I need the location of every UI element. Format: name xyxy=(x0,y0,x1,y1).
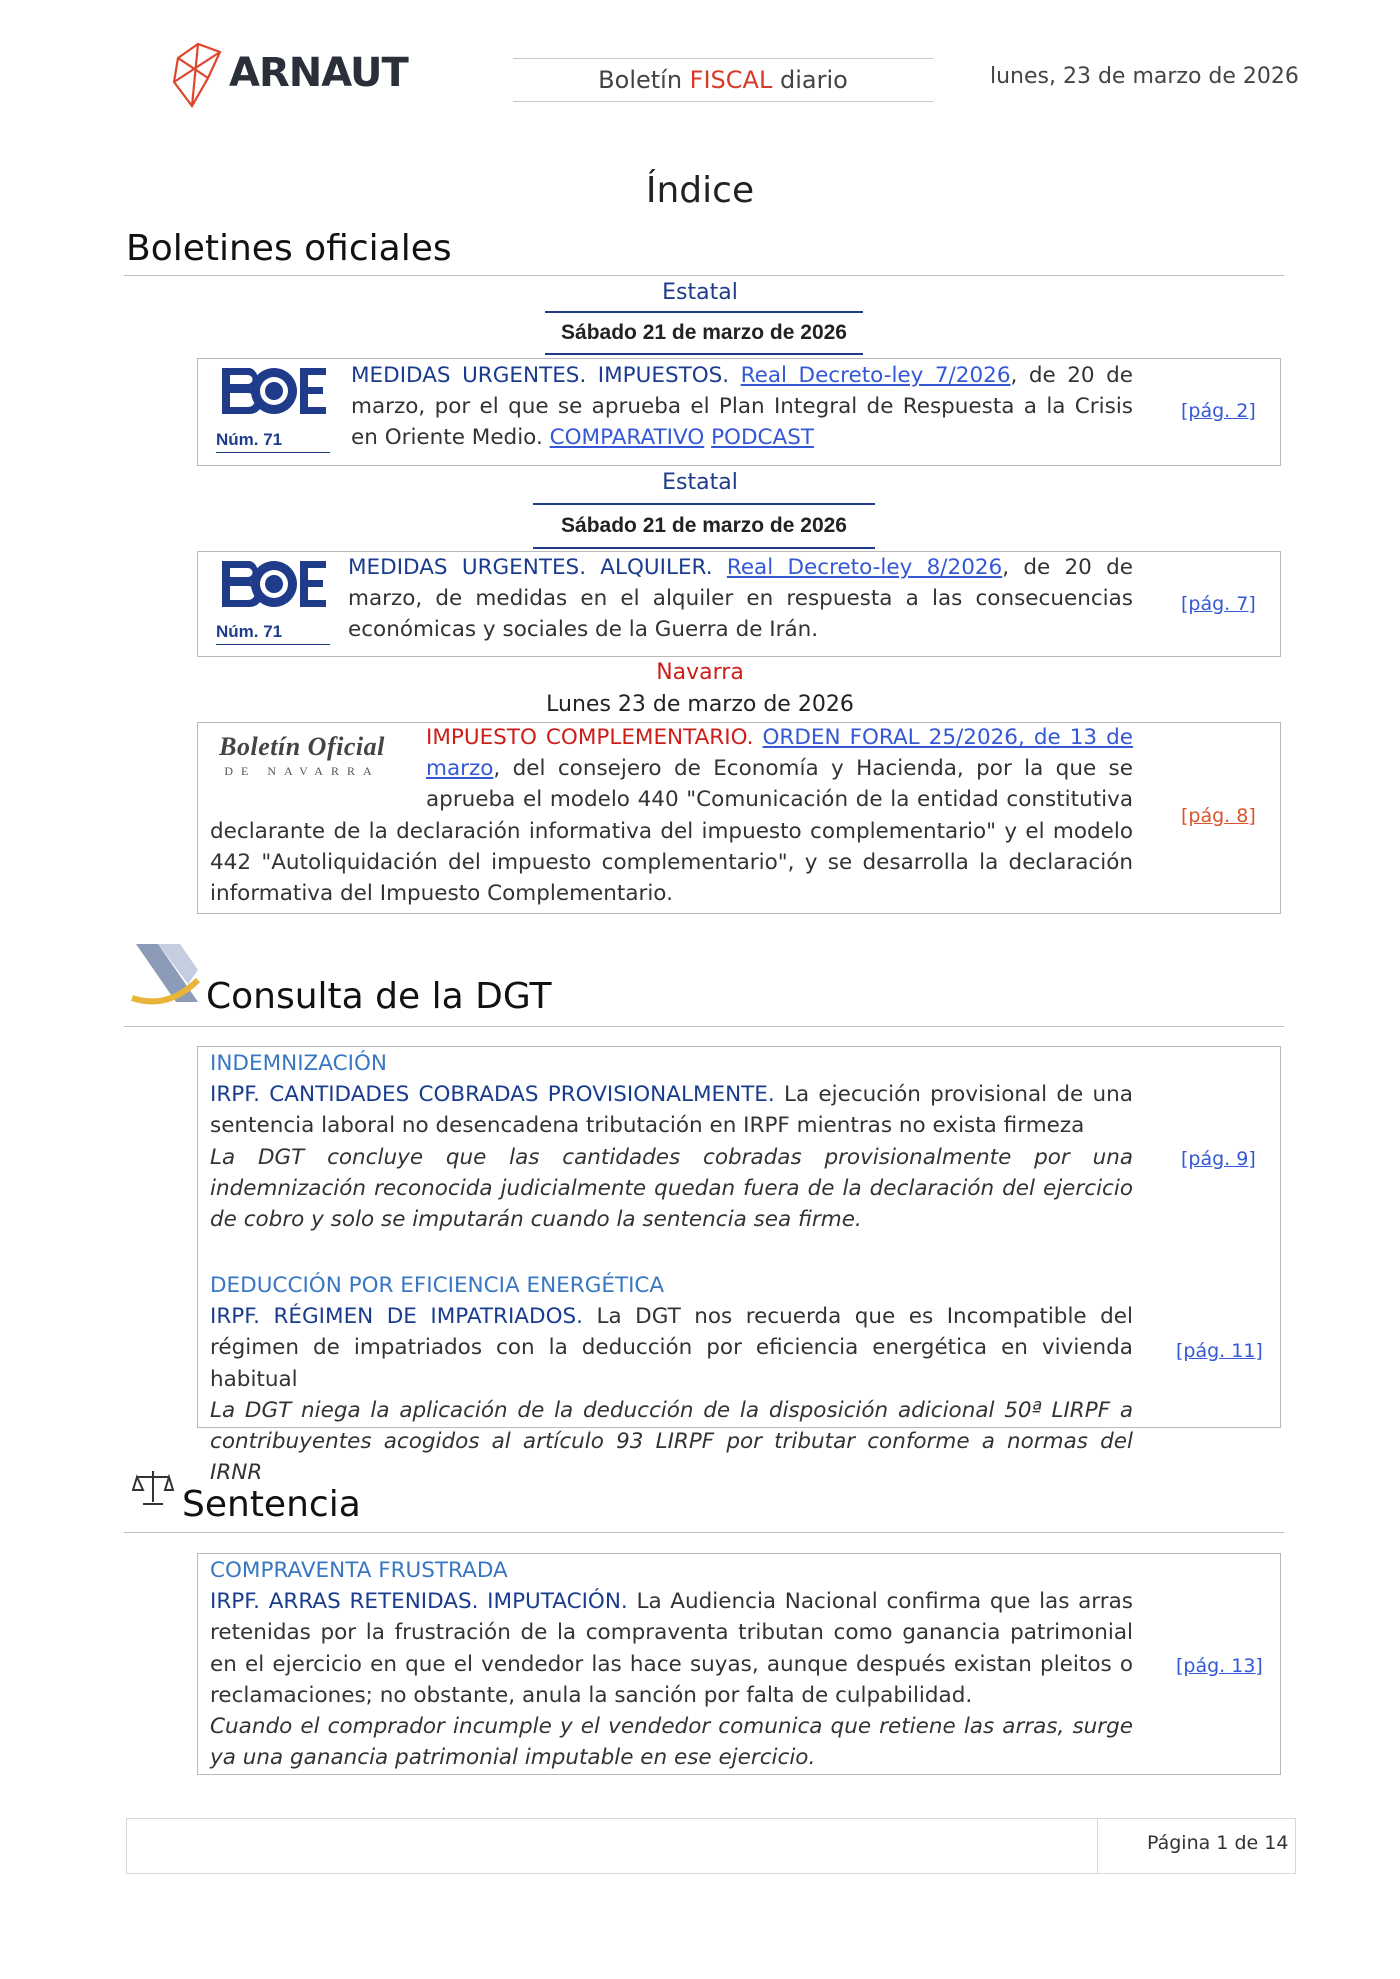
boe-issue-number: Núm. 71 xyxy=(216,622,330,645)
footer xyxy=(126,1818,1296,1874)
index-title: Índice xyxy=(645,170,755,211)
header-date: lunes, 23 de marzo de 2026 xyxy=(990,64,1299,89)
bulletin-title: Boletín FISCAL diario xyxy=(513,58,933,102)
bulletin-entry-text: IMPUESTO COMPLEMENTARIO. ORDEN FORAL 25/2026, de 13 de marzo, del consejero de Economía y Hacienda, por la que se aprueba el modelo 440 "Comunicación de la entidad constitutiva declarante de la declaración informativa del impuesto complementario" y el modelo 442 "Autoliquidación del impuesto complementario", y se desarrolla la declaración informativa del Impuesto Complementario. xyxy=(210,725,1133,906)
publication-date: Sábado 21 de marzo de 2026 xyxy=(545,311,863,355)
page-ref-link[interactable]: [pág. 9] xyxy=(1181,1148,1256,1170)
page-ref-link[interactable]: [pág. 13] xyxy=(1176,1655,1263,1677)
entry-title: IMPUESTO COMPLEMENTARIO. xyxy=(426,725,754,750)
page-number: Página 1 de 14 xyxy=(1147,1832,1289,1854)
publication-date: Lunes 23 de marzo de 2026 xyxy=(546,692,854,717)
agencia-tributaria-icon xyxy=(128,940,206,1012)
section-divider xyxy=(124,1026,1284,1027)
page-ref-link[interactable]: [pág. 2] xyxy=(1181,400,1256,422)
logo-text: ARNAUT xyxy=(229,50,408,96)
section-heading-boletines: Boletines oficiales xyxy=(126,228,452,269)
page-ref-link[interactable]: [pág. 7] xyxy=(1181,593,1256,615)
boe-logo xyxy=(216,555,330,613)
item-summary: Cuando el comprador incumple y el vendedor comunica que retiene las arras, surge ya una ganancia patrimonial imputable en ese ejercicio. xyxy=(210,1713,1133,1771)
item-category: DEDUCCIÓN POR EFICIENCIA ENERGÉTICA xyxy=(210,1273,665,1298)
item-summary: La DGT concluye que las cantidades cobradas provisionalmente por una indemnización reconocida judicialmente quedan fuera de la declaración del ejercicio de cobro y solo se imputarán cuando la sentencia sea firme. xyxy=(210,1144,1133,1232)
footer-divider xyxy=(1097,1818,1098,1874)
boe-issue-number: Núm. 71 xyxy=(216,430,330,453)
comparativo-link[interactable]: COMPARATIVO xyxy=(549,425,705,451)
item-category: INDEMNIZACIÓN xyxy=(210,1051,387,1076)
podcast-link[interactable]: PODCAST xyxy=(711,425,815,451)
entry-title: MEDIDAS URGENTES. IMPUESTOS. xyxy=(351,363,730,388)
decree-link[interactable]: Real Decreto-ley 7/2026 xyxy=(740,363,1011,388)
item-category: COMPRAVENTA FRUSTRADA xyxy=(210,1558,508,1583)
sentencia-item: COMPRAVENTA FRUSTRADA IRPF. ARRAS RETENIDAS. IMPUTACIÓN. La Audiencia Nacional confirma que las arras retenidas por la frustración de la compraventa tributan como ganancia patrimonial en el ejercicio en que el vendedor las hace suyas, aunque después existan pleitos o reclamaciones; no obstante, anula la sanción por falta de culpabilidad. Cuando el comprador incumple y el vendedor comunica que retiene las arras, surge ya una ganancia patrimonial imputable en ese ejercicio. xyxy=(210,1555,1133,1773)
orden-foral-link[interactable]: ORDEN FORAL 25/2026, de 13 de marzo xyxy=(426,725,1133,782)
consulta-item: DEDUCCIÓN POR EFICIENCIA ENERGÉTICA IRPF. RÉGIMEN DE IMPATRIADOS. La DGT nos recuerda que es Incompatible del régimen de impatriados con la deducción por eficiencia energética en vivienda habitual La DGT niega la aplicación de la deducción de la disposición adicional 50ª LIRPF a contribuyentes acogidos al artículo 93 LIRPF por tributar conforme a normas del IRNR xyxy=(210,1270,1133,1488)
publication-date: Sábado 21 de marzo de 2026 xyxy=(533,503,875,549)
boe-logo xyxy=(216,362,330,420)
item-summary: La DGT niega la aplicación de la deducción de la disposición adicional 50ª LIRPF a contribuyentes acogidos al artículo 93 LIRPF por tributar conforme a normas del IRNR xyxy=(210,1397,1133,1486)
bulletin-entry-text: MEDIDAS URGENTES. IMPUESTOS. Real Decreto-ley 7/2026, de 20 de marzo, por el que se aprueba el Plan Integral de Respuesta a la Crisis en Oriente Medio. COMPARATIVO PODCAST xyxy=(351,363,1133,451)
scales-of-justice-icon xyxy=(132,1468,174,1508)
bulletin-entry-text: MEDIDAS URGENTES. ALQUILER. Real Decreto-ley 8/2026, de 20 de marzo, de medidas en el alquiler en respuesta a las consecuencias económicas y sociales de la Guerra de Irán. xyxy=(348,555,1133,643)
section-heading-dgt: Consulta de la DGT xyxy=(206,976,552,1017)
section-divider xyxy=(124,275,1284,276)
region-label: Estatal xyxy=(662,470,738,495)
region-label: Navarra xyxy=(656,660,744,685)
region-label: Estatal xyxy=(662,280,738,305)
item-title: IRPF. ARRAS RETENIDAS. IMPUTACIÓN. xyxy=(210,1589,628,1615)
bon-logo: Boletín Oficial DE NAVARRA xyxy=(219,732,385,778)
section-divider xyxy=(124,1532,1284,1533)
page-ref-link[interactable]: [pág. 11] xyxy=(1176,1340,1263,1362)
decree-link[interactable]: Real Decreto-ley 8/2026 xyxy=(726,555,1003,580)
page-ref-link[interactable]: [pág. 8] xyxy=(1181,805,1256,827)
item-title: IRPF. RÉGIMEN DE IMPATRIADOS. xyxy=(210,1304,583,1330)
section-heading-sentencia: Sentencia xyxy=(182,1484,361,1525)
entry-title: MEDIDAS URGENTES. ALQUILER. xyxy=(348,555,713,580)
item-title: IRPF. CANTIDADES COBRADAS PROVISIONALMENTE. xyxy=(210,1082,775,1108)
consulta-item: INDEMNIZACIÓN IRPF. CANTIDADES COBRADAS PROVISIONALMENTE. La ejecución provisional de una sentencia laboral no desencadena tributación en IRPF mientras no exista firmeza La DGT concluye que las cantidades cobradas provisionalmente por una indemnización reconocida judicialmente quedan fuera de la declaración del ejercicio de cobro y solo se imputarán cuando la sentencia sea firme. xyxy=(210,1048,1133,1235)
